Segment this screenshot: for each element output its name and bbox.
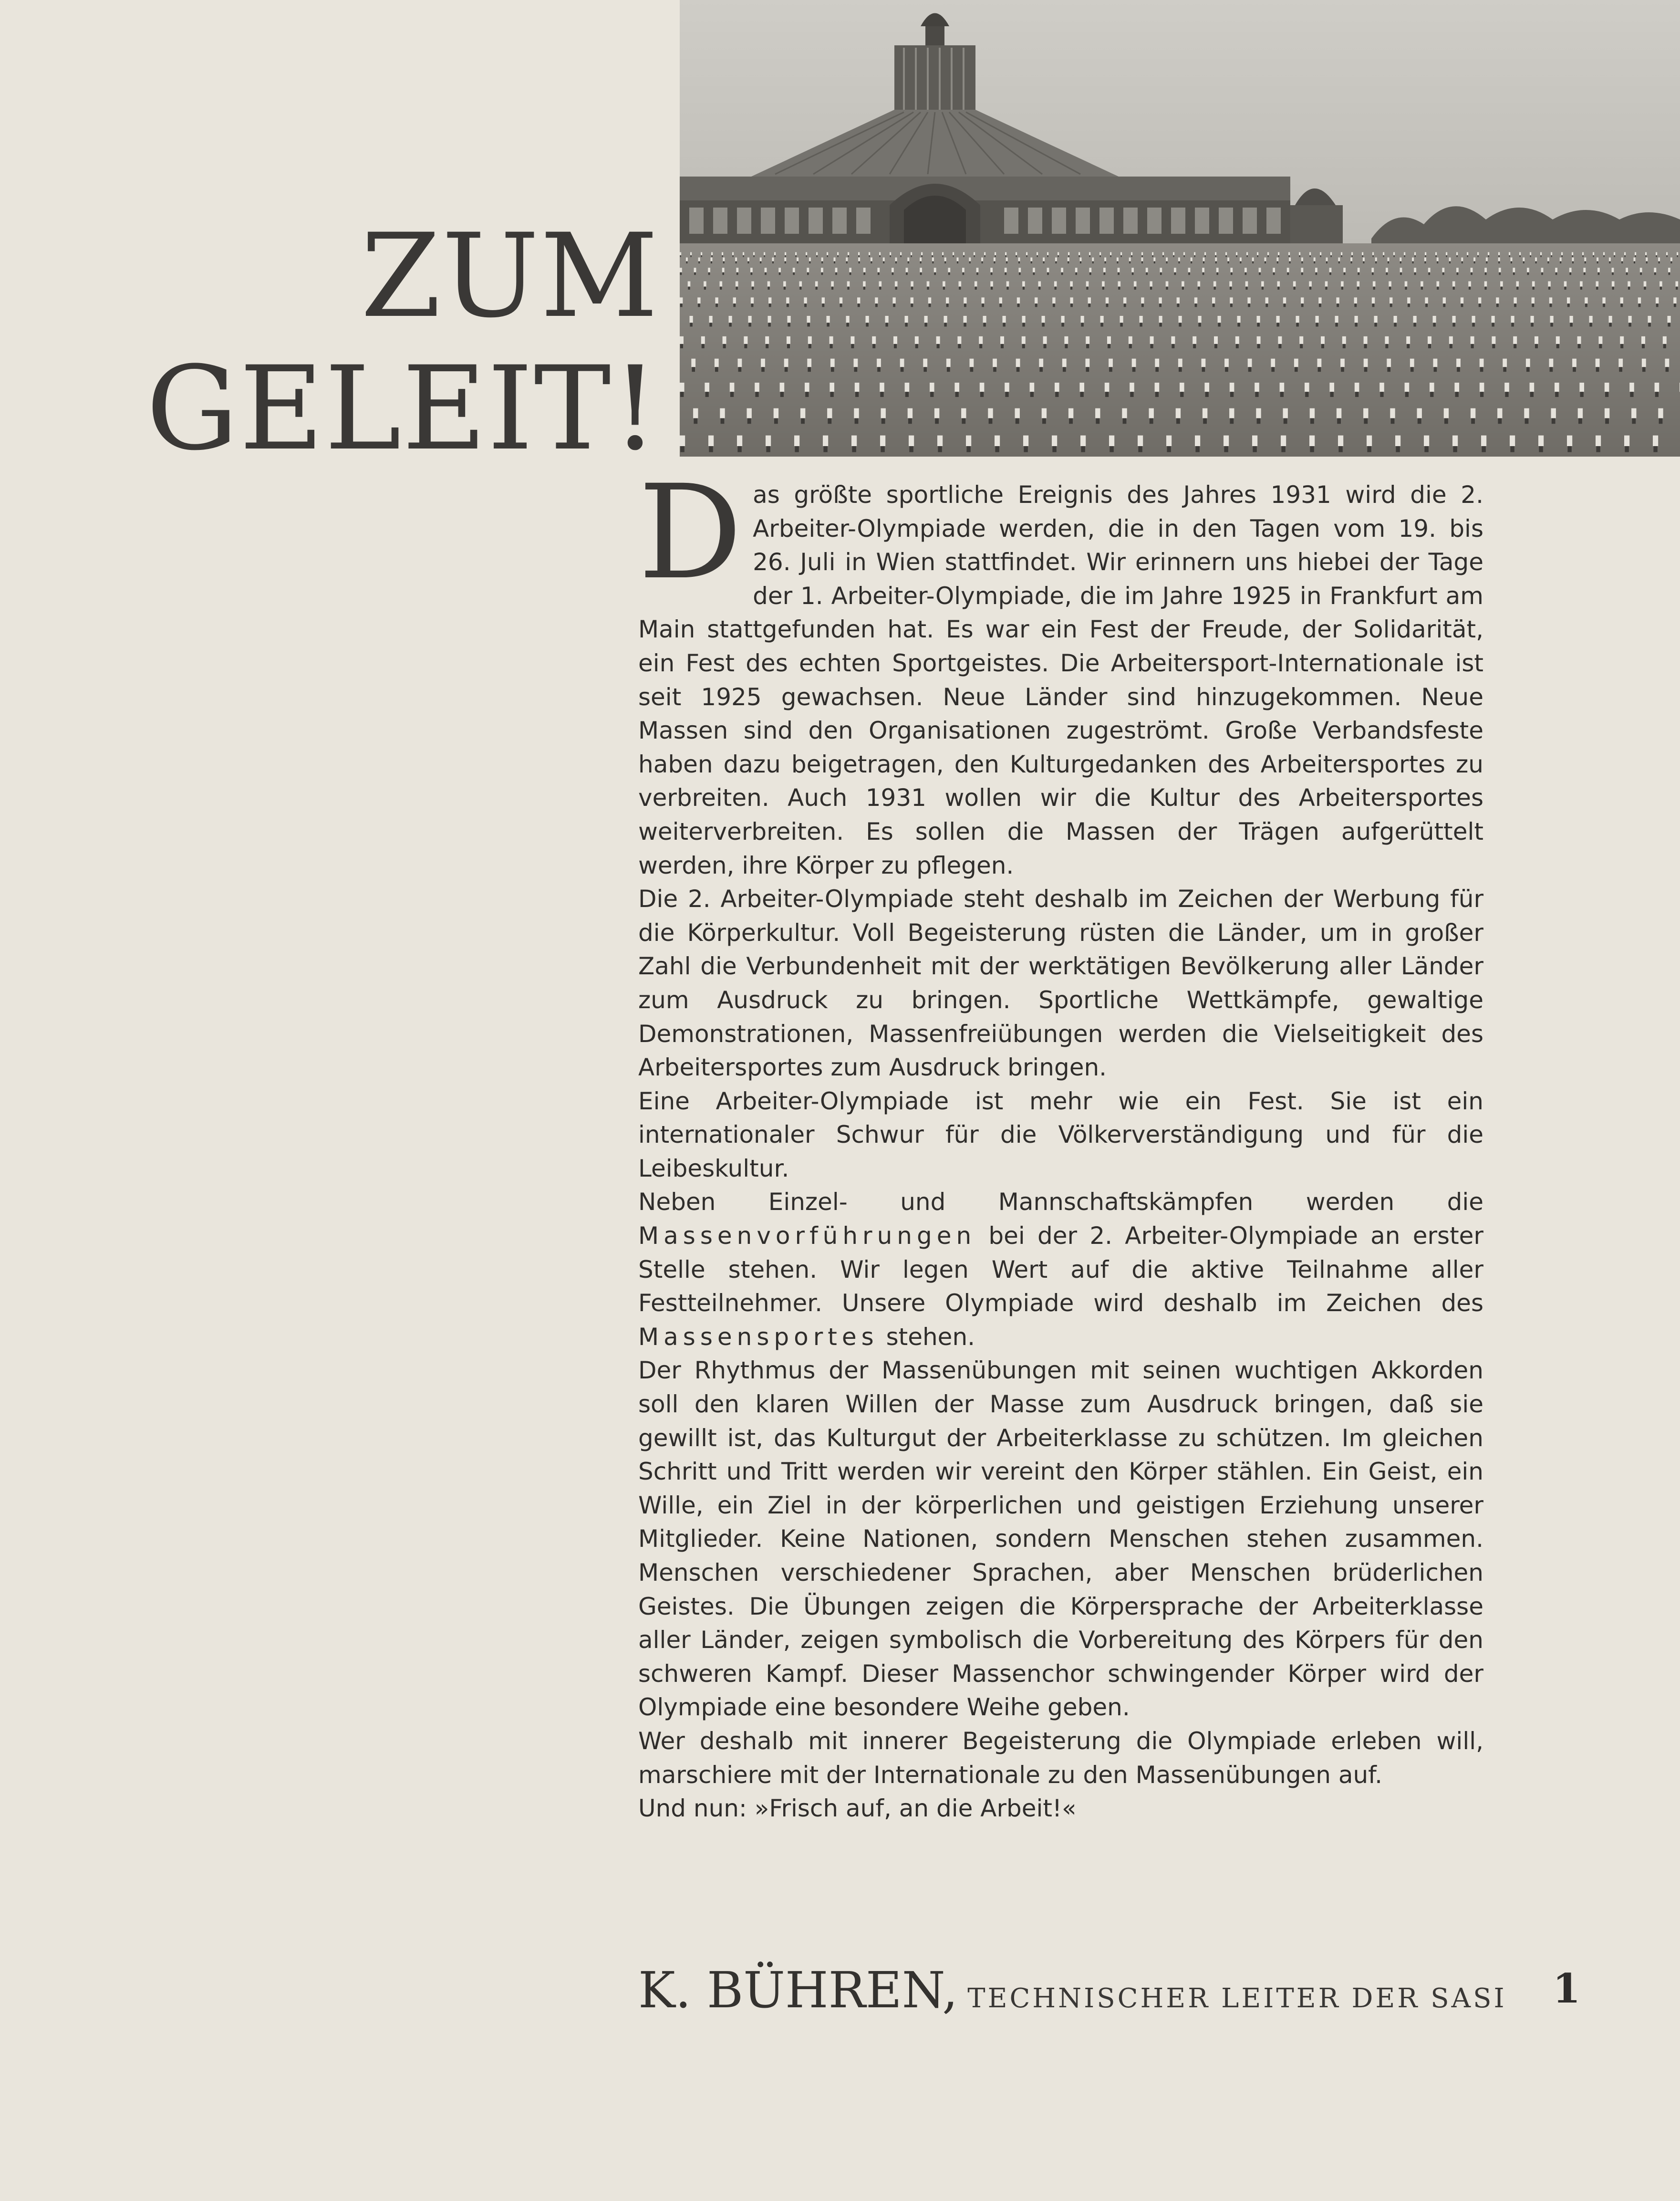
emphasis-massensportes: Massensportes [638, 1323, 879, 1351]
paragraph-4-text-a: Neben Einzel- und Mannschaftskämpfen werden die [638, 1188, 1483, 1216]
paragraph-5: Der Rhythmus der Massenübungen mit seinen wuchtigen Akkorden soll den klaren Willen der Masse zum Ausdruck bringen, daß sie gewillt ist, das Kulturgut der Arbeiterklasse zu schützen. Im gleichen Schritt und Tritt werden wir vereint den Körper stählen. Ein Geist, ein Wille, ein Ziel in der körperlichen und geistigen Erziehung unserer Mitglieder. Keine Nationen, sondern Menschen stehen zusammen. Menschen verschiedener Sprachen, aber Menschen brüderlichen Geistes. Die Übungen zeigen die Körpersprache der Arbeiterklasse aller Länder, zeigen symbolisch die Vorbereitung des Körpers für den schweren Kampf. Dieser Massenchor schwingender Körper wird der Olympiade eine besondere Weihe geben. [638, 1356, 1483, 1721]
emphasis-massenvorfuehrungen: Massenvorführungen [638, 1222, 976, 1250]
signature [638, 1961, 1507, 2019]
author-name: K. BÜHREN, [638, 1961, 958, 2019]
headline-line-2: GELEIT! [146, 342, 659, 476]
page-number: 1 [1553, 1965, 1581, 2012]
paragraph-1-text: as größte sportliche Ereignis des Jahres 1931 wird die 2. Arbeiter-Olympiade werden, die in den Tagen vom 19. bis 26. Juli in Wien stattfindet. Wir erinnern uns hiebei der Tage der 1. Arbeiter-Olympiade, die im Jahre 1925 in Frankfurt am Main stattgefunden hat. Es war ein Fest der Freude, der Solidarität, ein Fest des echten Sportgeistes. Die Arbeitersport-Internationale ist seit 1925 gewachsen. Neue Länder sind hinzugekommen. Neue Massen sind den Organisationen zugeströmt. Große Verbandsfeste haben dazu beigetragen, den Kulturgedanken des Arbeitersportes zu verbreiten. Auch 1931 wollen wir die Kultur des Arbeitersportes weiterverbreiten. Es sollen die Massen der Trägen aufgerüttelt werden, ihre Körper zu pflegen. [638, 481, 1483, 879]
headline [146, 210, 659, 475]
paragraph-7: Und nun: »Frisch auf, an die Arbeit!« [638, 1794, 1077, 1823]
drop-cap: D [638, 458, 743, 608]
photo-icon [680, 0, 1680, 457]
author-title: TECHNISCHER LEITER DER SASI [967, 1983, 1507, 2014]
paragraph-4-text-c: bei der 2. Arbeiter-Olympiade an erster Stelle stehen. Wir legen Wert auf die aktive Teilnahme aller Festteilnehmer. Unsere Olympiade wird deshalb im Zeichen des [638, 1222, 1483, 1317]
paragraph-4-text-e: stehen. [878, 1323, 975, 1351]
paragraph-6: Wer deshalb mit innerer Begeisterung die Olympiade erleben will, marschiere mit der Internationale zu den Massenübungen auf. [638, 1727, 1483, 1789]
paragraph-1 [638, 458, 1483, 882]
article-body [638, 458, 1483, 1825]
paragraph-2: Die 2. Arbeiter-Olympiade steht deshalb im Zeichen der Werbung für die Körperkultur. Voll Begeisterung rüsten die Länder, um in großer Zahl die Verbundenheit mit der werktätigen Bevölkerung aller Länder zum Ausdruck zu bringen. Sportliche Wettkämpfe, gewaltige Demonstrationen, Massenfreiübungen werden die Vielseitigkeit des Arbeitersportes zum Ausdruck bringen. [638, 885, 1483, 1082]
paragraph-4 [638, 1185, 1483, 1354]
rotunde-mass-exercise-photo [680, 0, 1680, 457]
paragraph-3: Eine Arbeiter-Olympiade ist mehr wie ein Fest. Sie ist ein internationaler Schwur für die Völkerverständigung und für die Leibeskultur. [638, 1087, 1483, 1182]
headline-line-1: ZUM [361, 209, 659, 344]
